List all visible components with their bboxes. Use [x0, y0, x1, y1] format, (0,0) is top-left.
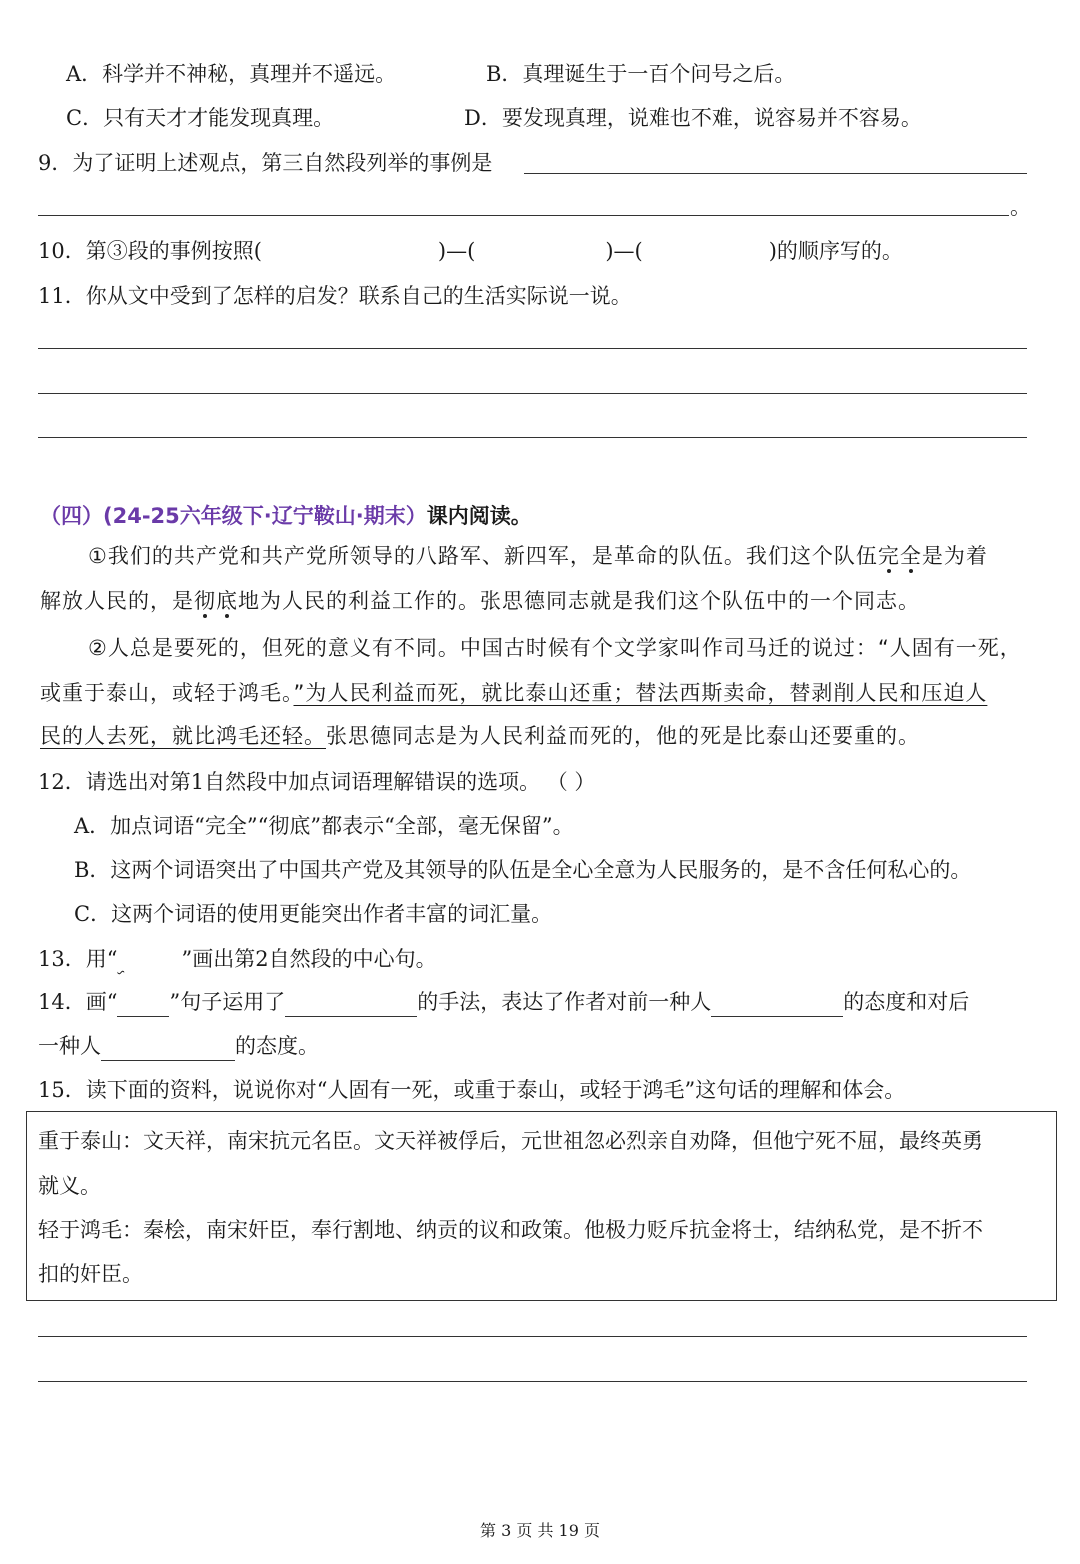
central-sentence-underline: 民的人去死，就比鸿毛还轻。: [40, 724, 326, 748]
passage-text: 解放人民的，是: [40, 589, 194, 613]
material-line-3: 轻于鸿毛：秦桧，南宋奸臣，奉行割地、纳贡的议和政策。他极力贬斥抗金将士，结纳私党，是不折不: [38, 1218, 983, 1242]
central-sentence-underline: ”为人民利益而死，就比泰山还重；替法西斯卖命，替剥削人民和压迫人: [293, 681, 988, 705]
q10-sep-2: )—(: [605, 239, 643, 263]
q14-text: 的态度和对后: [843, 990, 970, 1014]
q14-text: 一种人: [38, 1034, 101, 1058]
section-source: （四）(24-25六年级下·辽宁鞍山·期末）: [40, 504, 427, 528]
emphasis-dot-char: 全: [899, 544, 922, 568]
passage-text: 地为人民的利益工作的。张思德同志就是我们这个队伍中的一个同志。: [238, 589, 920, 613]
q14-prompt-line1: [38, 987, 969, 1017]
wavy-line-sample: [117, 944, 181, 974]
q8-option-b: B．真理诞生于一百个问号之后。: [486, 62, 796, 86]
passage-p1-line2: [40, 586, 920, 616]
q11-answer-line-3[interactable]: [38, 437, 1027, 438]
q10-sep-1: )—(: [437, 239, 476, 263]
q9-answer-line-2[interactable]: [38, 215, 1009, 216]
q10-prompt: [38, 236, 903, 266]
emphasis-dot-char: 彻: [194, 589, 216, 613]
passage-text: 张思德同志是为人民利益而死的，他的死是比泰山还要重的。: [326, 724, 920, 748]
q14-text: 14．画“: [38, 990, 118, 1014]
q14-text: 的手法，表达了作者对前一种人: [417, 990, 712, 1014]
q14-blank-attitude-2[interactable]: [101, 1036, 235, 1061]
q8-option-c: C．只有天才才能发现真理。: [66, 106, 335, 130]
q13-text: 13．用“: [38, 947, 118, 971]
passage-text: 是为着: [921, 544, 988, 568]
q13-prompt: [38, 944, 437, 974]
q11-answer-line-2[interactable]: [38, 393, 1027, 394]
passage-p2-line3: [40, 721, 920, 751]
q12-prompt: 12．请选出对第1自然段中加点词语理解错误的选项。 （ ）: [38, 770, 596, 794]
passage-p2-line2: [40, 678, 987, 708]
q14-prompt-line2: [38, 1031, 319, 1061]
q8-option-a: A．科学并不神秘，真理并不遥远。: [66, 62, 397, 86]
emphasis-dot-char: 底: [216, 589, 238, 613]
straight-line-sample: [117, 992, 169, 1017]
q11-answer-line-1[interactable]: [38, 348, 1027, 349]
q12-option-c: C．这两个词语的使用更能突出作者丰富的词汇量。: [74, 902, 553, 926]
material-line-4: 扣的奸臣。: [38, 1262, 143, 1286]
q15-prompt: 15．读下面的资料，说说你对“人固有一死，或重于泰山，或轻于鸿毛”这句话的理解和体会。: [38, 1078, 906, 1102]
section-heading: [40, 501, 532, 531]
passage-text: ①我们的共产党和共产党所领导的八路军、新四军，是革命的队伍。我们这个队伍: [88, 544, 878, 568]
material-line-1: 重于泰山：文天祥，南宋抗元名臣。文天祥被俘后，元世祖忽必烈亲自劝降，但他宁死不屈，最终英勇: [38, 1129, 983, 1153]
section-title: 课内阅读。: [426, 504, 532, 528]
q14-text: ”句子运用了: [169, 990, 286, 1014]
material-line-2: 就义。: [38, 1174, 101, 1198]
page-footer: 第 3 页 共 19 页: [480, 1521, 600, 1540]
q14-blank-technique[interactable]: [285, 992, 417, 1017]
passage-text: 或重于泰山，或轻于鸿毛。: [40, 681, 294, 705]
q8-option-d: D．要发现真理，说难也不难，说容易并不容易。: [464, 106, 922, 130]
q9-answer-line-1[interactable]: [524, 173, 1027, 174]
emphasis-dot-char: 完: [877, 544, 900, 568]
q12-option-b: B．这两个词语突出了中国共产党及其领导的队伍是全心全意为人民服务的，是不含任何私心的。: [74, 858, 972, 882]
passage-p2-line1: ②人总是要死的，但死的意义有不同。中国古时候有个文学家叫作司马迁的说过：“人固有一死，: [88, 636, 1022, 660]
q12-option-a: A．加点词语“完全”“彻底”都表示“全部，毫无保留”。: [74, 814, 574, 838]
q9-prompt: 9．为了证明上述观点，第三自然段列举的事例是: [38, 151, 493, 175]
q11-prompt: 11．你从文中受到了怎样的启发？联系自己的生活实际说一说。: [38, 284, 632, 308]
q13-text: ”画出第2自然段的中心句。: [181, 947, 437, 971]
q9-end-mark: 。: [1010, 195, 1031, 219]
q14-blank-attitude-1[interactable]: [711, 992, 843, 1017]
q10-number: 10．第③段的事例按照(: [38, 239, 262, 263]
q15-answer-line-2[interactable]: [38, 1381, 1027, 1382]
passage-p1-line1: [88, 541, 988, 571]
q10-end: )的顺序写的。: [768, 239, 903, 263]
q15-answer-line-1[interactable]: [38, 1336, 1027, 1337]
q14-text: 的态度。: [235, 1034, 319, 1058]
